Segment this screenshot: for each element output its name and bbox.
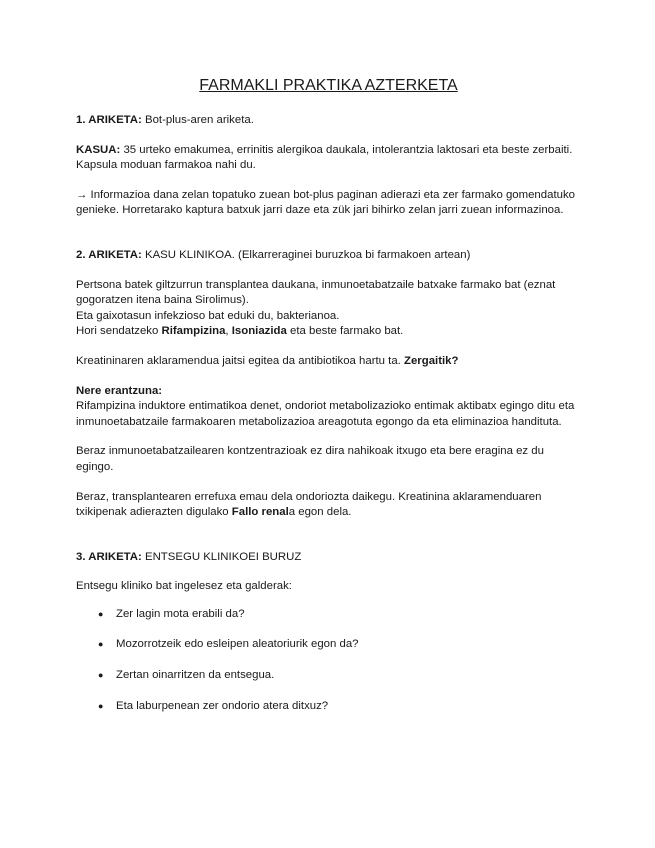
list-item [76, 637, 581, 653]
document-page [76, 76, 581, 729]
list-item [76, 668, 581, 684]
case-line-3-post: eta beste farmako bat. [286, 325, 404, 338]
drug-isoniazida: Isoniazida [231, 325, 287, 338]
exercise-3-intro: Entsegu kliniko bat ingelesez eta galderak: [76, 580, 292, 593]
bullet-icon: ● [98, 639, 104, 650]
task-text: Informazioa dana zelan topatuko zuean bot-plus paginan adierazi eta zer farmako gomendatuko genieke. Horretarako kaptura batxuk jarri daze eta zük jari bihirko zelan jarri zuean informazinoa. [76, 188, 575, 217]
case-text: 35 urteko emakumea, errinitis alergikoa daukala, intolerantzia laktosari eta beste zerbaiti. Kapsula moduan farmakoa nahi du. [76, 143, 573, 172]
answer-p3-pre: Beraz, transplantearen errefuxa emau dela ondoriozta daikegu. Kreatinina aklaramenduaren txikipenak adierazten digulako [76, 490, 542, 519]
exercise-2-number: 2. ARIKETA: [76, 248, 142, 261]
drug-rifampizina: Rifampizina [161, 325, 226, 338]
question-text: Kreatininaren aklaramendua jaitsi egitea da antibiotikoa hartu ta. [76, 354, 405, 367]
list-item-text: Zertan oinarritzen da entsegua. [116, 669, 275, 682]
fallo-renal: Fallo renal [231, 506, 289, 519]
bullet-icon: ● [98, 670, 104, 681]
list-item-text: Zer lagin mota erabili da? [116, 607, 245, 620]
case-line-2: Eta gaixotasun infekzioso bat eduki du, bakterianoa. [76, 309, 340, 322]
case-line-3-pre: Hori sendatzeko [76, 325, 162, 338]
question-bold: Zergaitik? [404, 354, 459, 367]
answer-block [76, 384, 581, 431]
bullet-icon: ● [98, 608, 104, 619]
exercise-2-question [76, 354, 581, 370]
exercise-2-heading [76, 248, 581, 264]
exercise-2-case [76, 278, 581, 340]
exercise-3-heading [76, 550, 581, 566]
page-title: FARMAKLI PRAKTIKA AZTERKETA [199, 77, 458, 94]
exercise-1-title: Bot-plus-aren ariketa. [141, 114, 254, 126]
arrow-icon: → [76, 188, 88, 201]
exercise-3-title: ENTSEGU KLINIKOEI BURUZ [141, 550, 302, 563]
exercise-1-heading [76, 113, 581, 129]
list-item [76, 607, 581, 623]
case-line-1: Pertsona batek giltzurrun transplantea daukana, inmunoetabatzaile batxake farmako bat (eznat gogoratzen itena baina Sirolimus). [76, 278, 556, 307]
answer-p3-post: a egon dela. [288, 506, 352, 519]
bullet-icon: ● [98, 700, 104, 711]
exercise-1-task [76, 188, 581, 219]
answer-paragraph-2: Beraz inmunoetabatzailearen kontzentrazioak ez dira nahikoak itxugo eta bere eragina ez du egingo. [76, 445, 544, 473]
question-list [76, 607, 581, 714]
exercise-1-number: 1. ARIKETA: [76, 114, 142, 126]
list-item-text: Eta laburpenean zer ondorio atera ditxuz? [116, 699, 329, 712]
exercise-3-number: 3. ARIKETA: [76, 550, 142, 563]
list-item [76, 699, 581, 715]
answer-paragraph-3 [76, 490, 581, 521]
list-item-text: Mozorrotzeik edo esleipen aleatoriurik egon da? [116, 638, 359, 651]
answer-paragraph-1: Rifampizina induktore entimatikoa denet, ondoriot metabolizazioko entimak aktibatx egingo ditu eta inmunoetabatzaile farmakoaren metabolizazioa areagotuta egongo da eta eliminazioa handituta. [76, 400, 575, 428]
exercise-1-case [76, 143, 581, 174]
separator: , [225, 325, 232, 338]
case-label: KASUA: [76, 143, 121, 156]
exercise-2-title: KASU KLINIKOA. (Elkarreraginei buruzkoa bi farmakoen artean) [141, 248, 471, 261]
answer-label: Nere erantzuna: [76, 384, 163, 397]
